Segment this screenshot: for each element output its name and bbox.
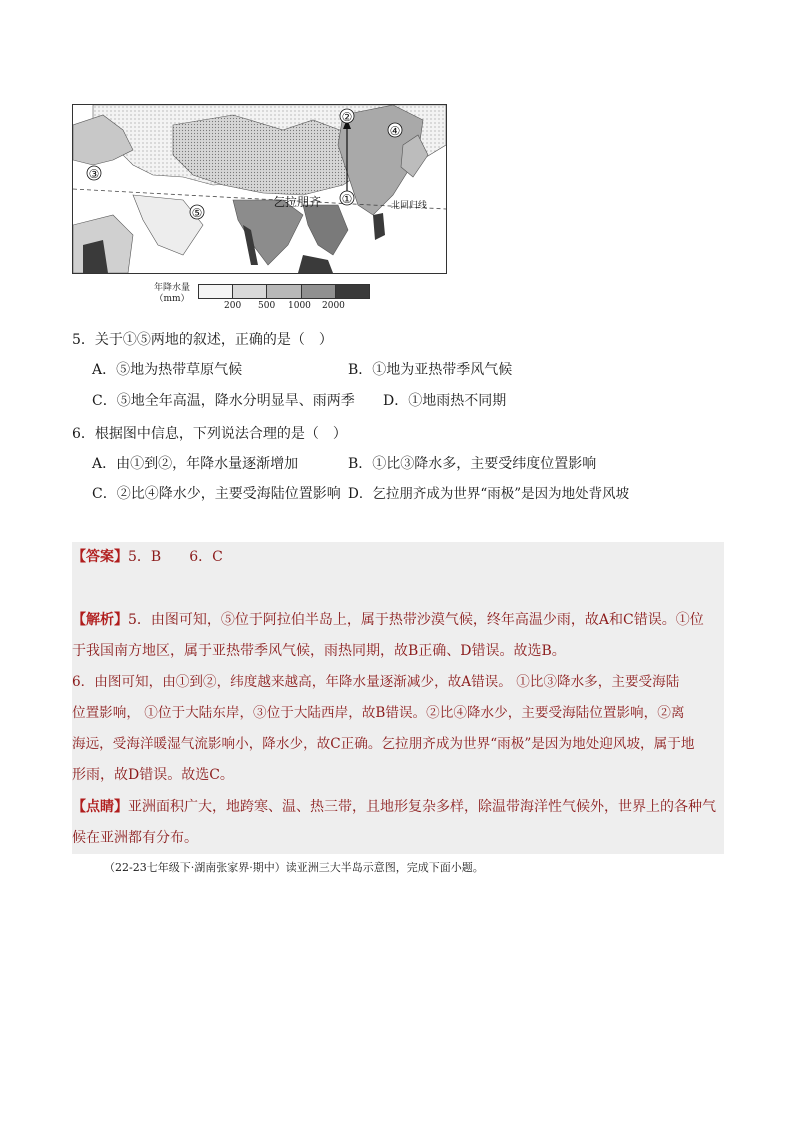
legend-swatch-3: [267, 285, 301, 298]
analysis-tag: 【解析】: [72, 612, 128, 628]
q5-option-a: A．⑤地为热带草原气候: [92, 362, 243, 378]
marker-2: ②: [341, 110, 353, 124]
precipitation-map: [72, 104, 447, 274]
analysis-line-4: 位置影响， ①位于大陆东岸，③位于大陆西岸，故B错误。②比④降水少，主要受海陆位置影响，②离: [72, 705, 685, 721]
comment-tag: 【点睛】: [72, 799, 128, 815]
q5-option-c: C．⑤地全年高温，降水分明显旱、雨两季: [92, 393, 355, 409]
q6-option-a: A．由①到②，年降水量逐渐增加: [92, 456, 299, 472]
q6-option-d: D．乞拉朋齐成为世界“雨极”是因为地处背风坡: [348, 486, 630, 502]
city-label: 乞拉朋齐: [273, 195, 322, 209]
analysis-line-6: 形雨，故D错误。故选C。: [72, 767, 234, 783]
legend-swatch-2: [233, 285, 267, 298]
land-philippines: [373, 213, 385, 240]
q6-stem: 6．根据图中信息，下列说法合理的是（ ）: [72, 426, 347, 442]
land-arabia: [133, 195, 203, 255]
analysis-line-2: 于我国南方地区，属于亚热带季风气候，雨热同期，故B正确、D错误。故选B。: [72, 643, 566, 659]
analysis-line-1: 【解析】5．由图可知，⑤位于阿拉伯半岛上，属于热带沙漠气候，终年高温少雨，故A和C错误。①位: [72, 612, 704, 628]
legend-color-bar: [198, 284, 370, 299]
q5-option-b: B．①地为亚热带季风气候: [348, 362, 513, 378]
analysis-line-3: 6．由图可知，由①到②，纬度越来越高，年降水量逐渐减少，故A错误。 ①比③降水多，主要受海陆: [72, 674, 680, 690]
marker-5: ⑤: [191, 206, 203, 220]
legend-tick-2000: 2000: [322, 301, 345, 311]
marker-3: ③: [88, 167, 100, 181]
tropic-label: 北回归线: [391, 201, 428, 211]
answer-line: [72, 547, 223, 567]
legend-swatch-1: [199, 285, 233, 298]
land-sumatra: [298, 255, 333, 273]
marker-4: ④: [389, 124, 401, 138]
land-indochina: [303, 205, 348, 255]
legend-tick-200: 200: [224, 301, 242, 311]
answer-text: 5．B 6．C: [128, 549, 223, 565]
answer-tag: 【答案】: [72, 549, 128, 565]
q5-option-d: D．①地雨热不同期: [383, 393, 507, 409]
legend-tick-500: 500: [258, 301, 276, 311]
comment-line-2: 候在亚洲都有分布。: [72, 830, 198, 846]
legend-title: 年降水量 （mm）: [153, 283, 190, 304]
legend-tick-1000: 1000: [288, 301, 311, 311]
precipitation-legend: [146, 281, 376, 311]
marker-1: ①: [341, 192, 353, 206]
q6-option-b: B．①比③降水多，主要受纬度位置影响: [348, 456, 597, 472]
comment-line-1: 【点睛】亚洲面积广大，地跨寒、温、热三带，且地形复杂多样，除温带海洋性气候外，世界上的各种气: [72, 799, 716, 815]
analysis-line-5: 海远，受海洋暖湿气流影响小，降水少，故C正确。乞拉朋齐成为世界“雨极”是因为地处迎风坡，属于地: [72, 736, 695, 752]
q6-option-c: C．②比④降水少，主要受海陆位置影响: [92, 486, 341, 502]
q5-stem: 5．关于①⑤两地的叙述，正确的是（ ）: [72, 332, 333, 348]
map-svg: [73, 105, 446, 273]
next-question-intro: （22-23七年级下·湖南张家界·期中）读亚洲三大半岛示意图，完成下面小题。: [104, 861, 484, 874]
legend-swatch-4: [302, 285, 336, 298]
land-india: [233, 200, 303, 265]
legend-swatch-5: [336, 285, 369, 298]
